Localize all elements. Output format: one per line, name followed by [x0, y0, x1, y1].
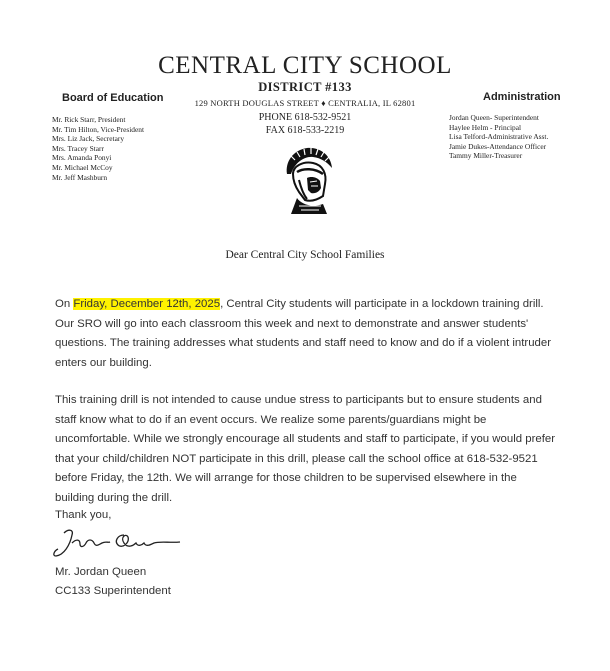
admin-member: Haylee Helm - Principal: [449, 122, 522, 132]
administration-title: Administration: [483, 91, 561, 103]
phone-number: PHONE 618-532-9521: [258, 112, 352, 123]
paragraph-prefix: On: [55, 298, 74, 310]
fax-number: FAX 618-533-2219: [265, 125, 345, 136]
paragraph-drill-announcement: [55, 295, 555, 373]
board-member: Mr. Michael McCoy: [52, 162, 113, 172]
admin-member: Lisa Telford-Administrative Asst.: [449, 132, 549, 142]
admin-member: Tammy Miller-Treasurer: [449, 151, 523, 161]
administration-list: [449, 113, 548, 161]
signature-image: [50, 523, 190, 561]
district-label: DISTRICT #133: [258, 80, 352, 94]
signer-title: CC133 Superintendent: [55, 585, 171, 597]
board-member: Mr. Jeff Mashburn: [52, 172, 108, 182]
board-member: Mrs. Liz Jack, Secretary: [52, 134, 125, 144]
school-name: CENTRAL CITY SCHOOL: [158, 52, 452, 79]
board-member: Mrs. Tracey Starr: [52, 143, 104, 153]
paragraph-text: , Central City students will participate in a lockdown training drill. Our SRO will go into each classroom this week and next to demonstrate and answer students' questions. The training addresses what students and staff need to know and do if a violent intruder enters our building.: [55, 298, 552, 369]
board-member: Mr. Rick Starr, President: [52, 115, 126, 124]
paragraph-opt-out: This training drill is not intended to cause undue stress to participants but to ensure students and staff know what to do if an event occurs. We realize some parents/guardians might be uncomfortable. While we strongly encourage all students and staff to participate, if you would prefer that your child/children NOT participate in this drill, please call the school office at 618-532-9521 before Friday, the 12th. We will arrange for those children to be supervised elsewhere in the building during the drill.: [55, 394, 555, 504]
school-address: 129 NORTH DOUGLAS STREET ♦ CENTRALIA, IL 62801: [194, 98, 416, 108]
letter-greeting: Dear Central City School Families: [225, 249, 385, 261]
board-member-list: [52, 115, 144, 182]
highlighted-date: Friday, December 12th, 2025: [73, 298, 221, 310]
admin-member: Jamie Dukes-Attendance Officer: [449, 141, 547, 151]
board-member: Mrs. Amanda Ponyi: [52, 153, 112, 163]
board-member: Mr. Tim Hilton, Vice-President: [52, 124, 145, 134]
board-title: Board of Education: [62, 92, 164, 104]
spartan-helmet-icon: [277, 144, 337, 216]
admin-member: Jordan Queen- Superintendent: [449, 113, 539, 122]
signer-name: Mr. Jordan Queen: [55, 566, 147, 578]
closing-text: Thank you,: [55, 509, 112, 521]
